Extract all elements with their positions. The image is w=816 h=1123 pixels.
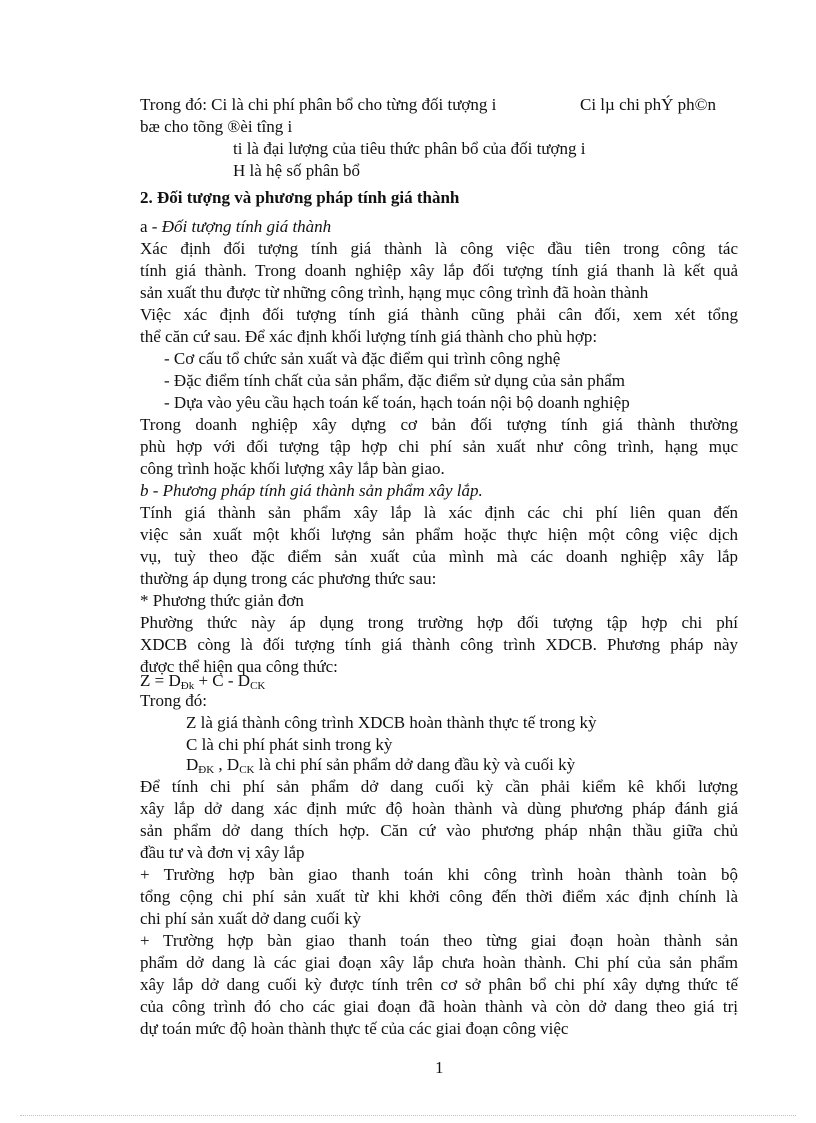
- paragraph-line: XDCB còng là đối tượng tính giá thành công trình XDCB. Phương pháp này: [140, 635, 738, 654]
- section-heading: 2. Đối tượng và phương pháp tính giá thành: [140, 188, 460, 207]
- def-subscript: CK: [239, 764, 255, 776]
- paragraph-line: đầu tư và đơn vị xây lắp: [140, 843, 305, 862]
- intro-text: Trong đó: Ci là chi phí phân bổ cho từng đối tượng i: [140, 95, 497, 114]
- def-part: , D: [214, 755, 240, 774]
- formula-part: + C - D: [194, 671, 251, 690]
- def-subscript: ĐK: [198, 764, 215, 776]
- paragraph-line: dự toán mức độ hoàn thành thực tế của các giai đoạn công việc: [140, 1019, 569, 1038]
- intro-line-3: ti là đại lượng của tiêu thức phân bổ của đối tượng i: [233, 139, 586, 158]
- paragraph-line: sản xuất thu được từ những công trình, hạng mục công trình đã hoàn thành: [140, 283, 649, 302]
- paragraph-line: phẩm dở dang là các giai đoạn xây lắp chưa hoàn thành. Chi phí của sản phẩm: [140, 953, 738, 972]
- formula-subscript: Đk: [180, 680, 195, 692]
- intro-line-4: H là hệ số phân bổ: [233, 161, 361, 180]
- paragraph-line: của công trình đó cho các giai đoạn đã hoàn thành và còn dở dang theo giá trị: [140, 997, 738, 1016]
- definition-c: C là chi phí phát sinh trong kỳ: [186, 735, 393, 754]
- paragraph-line: + Trường hợp bàn giao thanh toán theo từng giai đoạn hoàn thành sản: [140, 931, 738, 950]
- paragraph-line: sản phẩm dở dang thích hợp. Căn cứ vào phương pháp nhận thầu giữa chủ: [140, 821, 738, 840]
- intro-line-2: bæ cho tõng ®èi tîng i: [140, 117, 293, 136]
- paragraph-line: vụ, tuỳ theo đặc điểm sản xuất của mình mà các doanh nghiệp xây lắp: [140, 547, 738, 566]
- formula-part: Z = D: [140, 671, 181, 690]
- def-part: là chi phí sản phẩm dở dang đầu kỳ và cuối kỳ: [254, 755, 576, 774]
- paragraph-line: phù hợp với đối tượng tập hợp chi phí sản xuất như công trình, hạng mục: [140, 437, 738, 456]
- intro-line-1-right: [580, 94, 716, 116]
- paragraph-line: chi phí sản xuất dở dang cuối kỳ: [140, 909, 361, 928]
- paragraph-line: xây lắp dở dang xác định mức độ hoàn thành và dùng phương pháp đánh giá: [140, 799, 738, 818]
- paragraph-line: thể căn cứ sau. Để xác định khối lượng tính giá thành cho phù hợp:: [140, 327, 598, 346]
- paragraph-line: tổng cộng chi phí sản xuất từ khi khởi công đến thời điểm xác định chính là: [140, 887, 738, 906]
- paragraph-line: Phường thức này áp dụng trong trường hợp đối tượng tập hợp chi phí: [140, 613, 738, 632]
- def-part: D: [186, 755, 199, 774]
- paragraph-line: Tính giá thành sản phẩm xây lắp là xác định các chi phí liên quan đến: [140, 503, 738, 522]
- page-number: 1: [435, 1058, 444, 1077]
- intro-text: Ci lµ chi phÝ ph©n: [580, 95, 717, 114]
- intro-line-1: [140, 94, 496, 116]
- paragraph-line: công trình hoặc khối lượng xây lắp bàn giao.: [140, 459, 445, 478]
- paragraph-line: Để tính chi phí sản phẩm dở dang cuối kỳ cần phải kiểm kê khối lượng: [140, 777, 738, 796]
- subheading-a-marker: a -: [140, 217, 162, 236]
- list-item: - Dựa vào yêu cầu hạch toán kế toán, hạch toán nội bộ doanh nghiệp: [164, 393, 630, 412]
- definition-z: Z là giá thành công trình XDCB hoàn thành thực tế trong kỳ: [186, 713, 597, 732]
- list-item: - Cơ cấu tổ chức sản xuất và đặc điểm qui trình công nghệ: [164, 349, 561, 368]
- trong-do-label: Trong đó:: [140, 691, 207, 710]
- paragraph-line: tính giá thành. Trong doanh nghiệp xây lắp đối tượng tính giá thanh là kết quả: [140, 261, 738, 280]
- list-item: - Đặc điểm tính chất của sản phẩm, đặc điểm sử dụng của sản phẩm: [164, 371, 625, 390]
- page-bottom-divider: [20, 1115, 796, 1116]
- paragraph-line: Việc xác định đối tượng tính giá thành cũng phải cân đối, xem xét tổng: [140, 305, 738, 324]
- method-title: * Phương thức giản đơn: [140, 591, 304, 610]
- subheading-a: [140, 216, 331, 238]
- subheading-a-title: Đối tượng tính giá thành: [161, 217, 332, 236]
- paragraph-line: Xác định đối tượng tính giá thành là công việc đầu tiên trong công tác: [140, 239, 738, 258]
- paragraph-line: được thể hiện qua công thức:: [140, 657, 338, 676]
- paragraph-line: xây lắp dở dang cuối kỳ được tính trên cơ sở phân bổ chi phí xây dựng thức tế: [140, 975, 738, 994]
- paragraph-line: Trong doanh nghiệp xây dựng cơ bản đối tượng tính giá thành thường: [140, 415, 738, 434]
- formula-subscript: CK: [250, 680, 266, 692]
- paragraph-line: thường áp dụng trong các phương thức sau:: [140, 569, 437, 588]
- subheading-b: b - Phương pháp tính giá thành sản phẩm xây lắp.: [140, 481, 483, 500]
- paragraph-line: + Trường hợp bàn giao thanh toán khi công trình hoàn thành toàn bộ: [140, 865, 738, 884]
- paragraph-line: việc sản xuất một khối lượng sản phẩm hoặc thực hiện một công việc dịch: [140, 525, 738, 544]
